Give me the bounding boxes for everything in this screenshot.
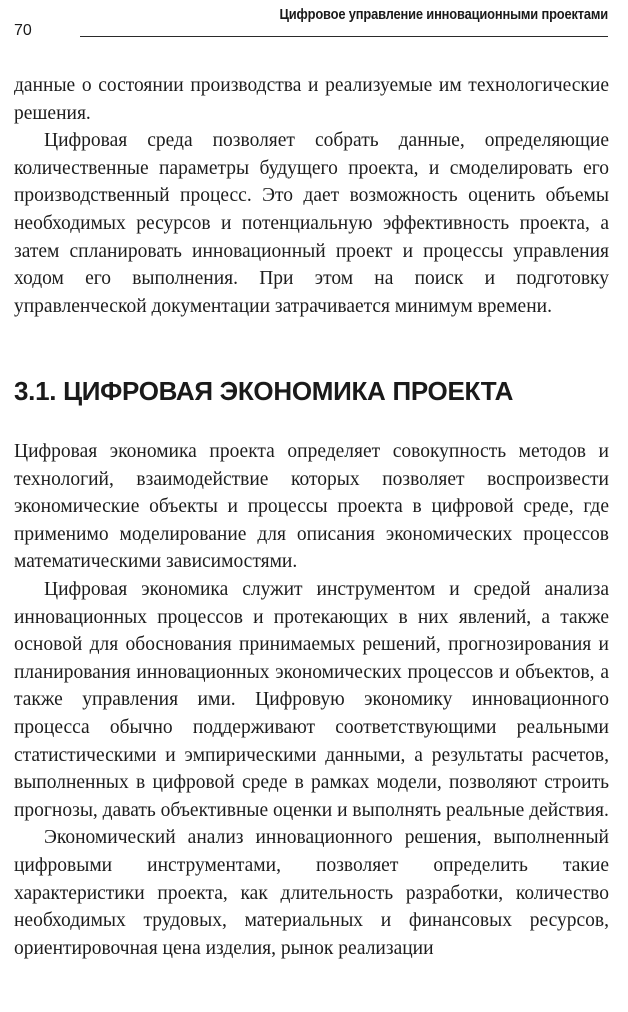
text-block-top (14, 72, 609, 320)
paragraph-analysis: Экономический анализ инновационного решения, выполненный цифровыми инструментами, позволяет определить такие характеристики проекта, как длительность разработки, количество необходимых трудовых, материальных и финансовых ресурсов, ориентировочная цена изделия, рынок реализации (14, 827, 609, 959)
text-block-section (14, 438, 609, 962)
paragraph-definition: Цифровая экономика проекта определяет совокупность методов и технологий, взаимодействие которых позволяет воспроизвести экономические объекты и процессы проекта в цифровой среде, где применимо моделирование для описания экономических процессов математическими зависимостями. (14, 441, 609, 573)
page-number: 70 (14, 22, 32, 39)
paragraph-digital-environment: Цифровая среда позволяет собрать данные, определяющие количественные параметры будущего проекта, и смоделировать его производственный процесс. Это дает возможность оценить объемы необходимых ресурсов и потенциальную эффективность проекта, а затем спланировать инновационный проект и процессы управления ходом его выполнения. При этом на поиск и подготовку управленческой документации затрачивается минимум времени. (14, 130, 609, 317)
section-heading: 3.1. ЦИФРОВАЯ ЭКОНОМИКА ПРОЕКТА (14, 376, 514, 406)
paragraph-tool: Цифровая экономика служит инструментом и средой анализа инновационных процессов и протекающих в них явлений, а также основой для обоснования принимаемых решений, прогнозирования и планирования инновационных экономических процессов и объектов, а также управления ими. Цифровую экономику инновационного процесса обычно поддерживают соответствующими реальными статистическими и эмпирическими данными, а результаты расчетов, выполненных в цифровой среде в рамках модели, позволяют строить прогнозы, давать объективные оценки и выполнять реальные действия. (14, 578, 609, 821)
paragraph-continuation: данные о состоянии производства и реализуемые им технологические решения. (14, 75, 609, 124)
page-header (0, 0, 628, 50)
running-title: Цифровое управление инновационными проектами (279, 6, 608, 23)
header-rule (80, 36, 608, 37)
